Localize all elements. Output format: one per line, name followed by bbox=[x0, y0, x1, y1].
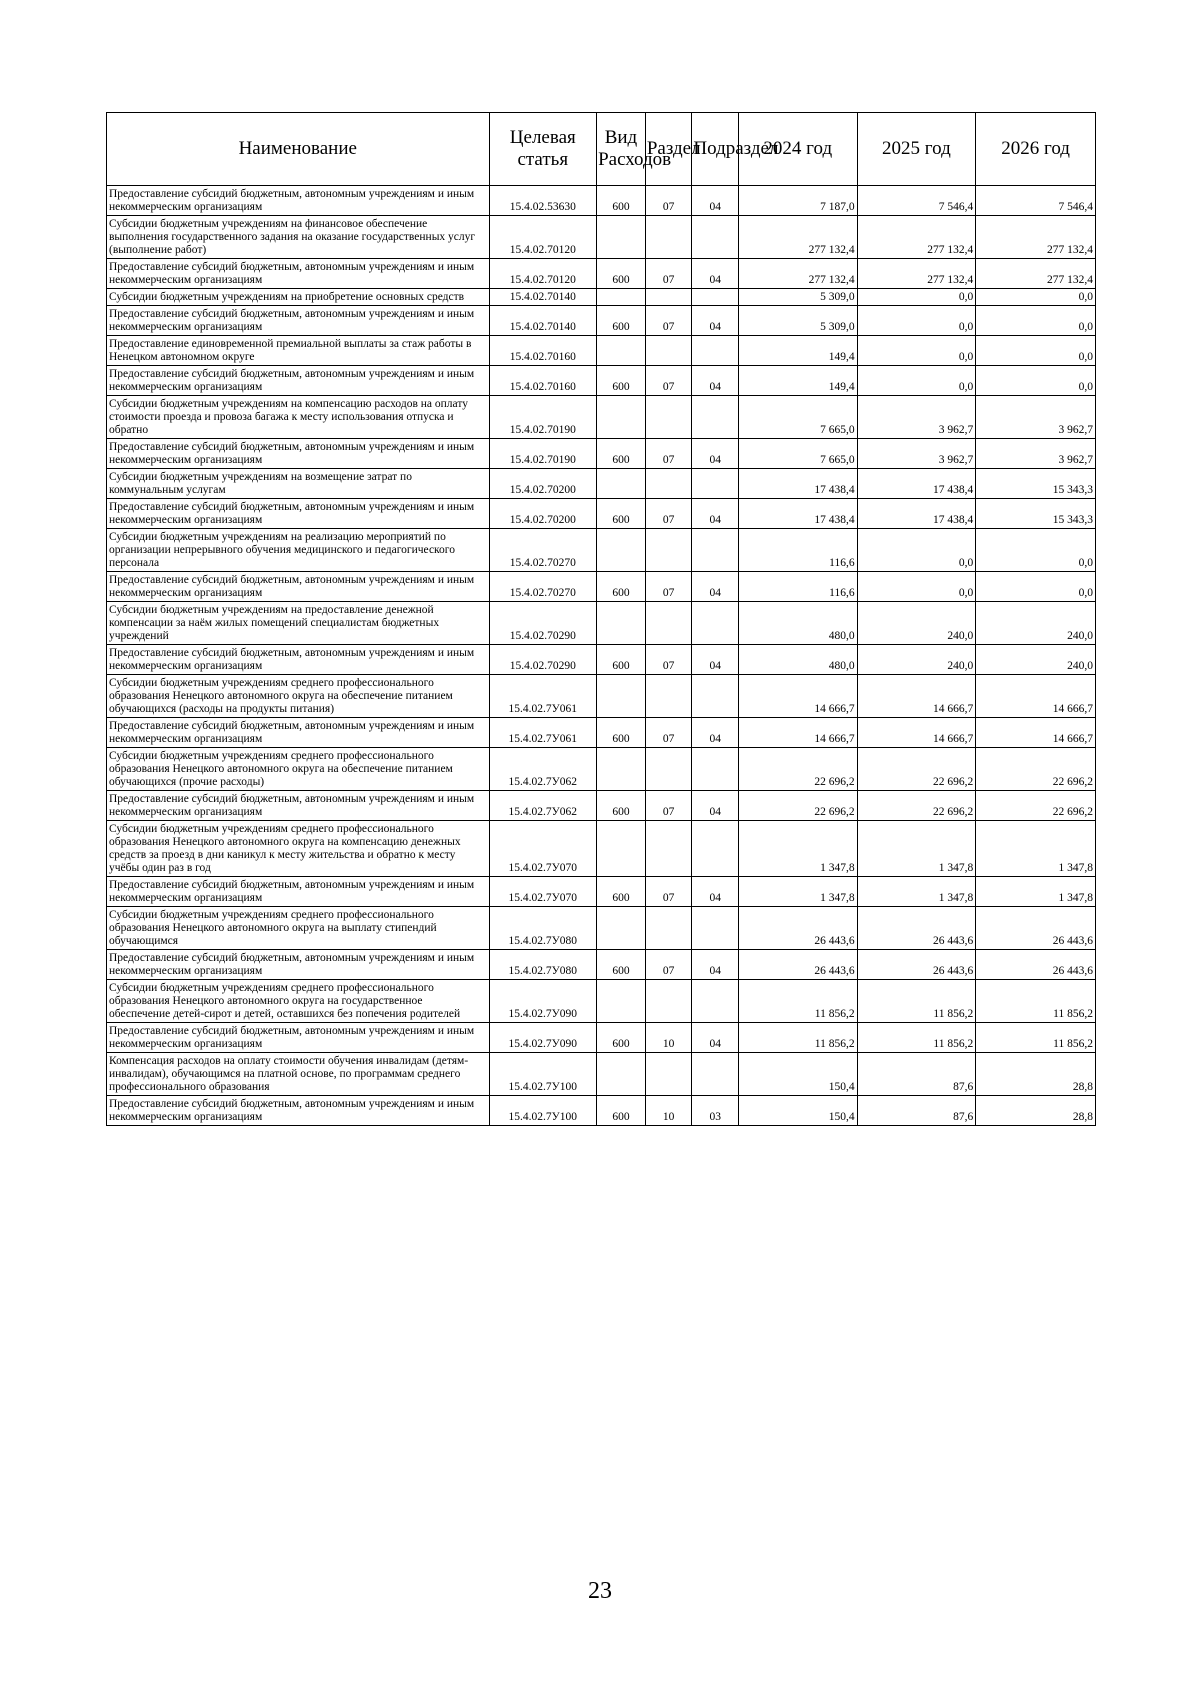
cell-y2025: 87,6 bbox=[857, 1053, 976, 1096]
cell-name: Предоставление субсидий бюджетным, автономным учреждениям и иным некоммерческим организациям bbox=[107, 572, 490, 602]
cell-podr bbox=[692, 289, 739, 306]
cell-y2025: 7 546,4 bbox=[857, 186, 976, 216]
table-row bbox=[107, 791, 1096, 821]
cell-podr: 04 bbox=[692, 877, 739, 907]
cell-name: Субсидии бюджетным учреждениям на реализацию мероприятий по организации непрерывного обучения медицинского и педагогического персонала bbox=[107, 529, 490, 572]
cell-y2026: 277 132,4 bbox=[976, 259, 1096, 289]
cell-name: Предоставление единовременной премиальной выплаты за стаж работы в Ненецком автономном округе bbox=[107, 336, 490, 366]
header-2025: 2025 год bbox=[857, 113, 976, 186]
cell-code: 15.4.02.7У061 bbox=[489, 675, 597, 718]
cell-vid: 600 bbox=[597, 1096, 646, 1126]
cell-y2026: 1 347,8 bbox=[976, 821, 1096, 877]
cell-y2024: 116,6 bbox=[738, 529, 857, 572]
cell-vid bbox=[597, 980, 646, 1023]
cell-code: 15.4.02.70200 bbox=[489, 499, 597, 529]
cell-y2026: 240,0 bbox=[976, 602, 1096, 645]
cell-y2024: 149,4 bbox=[738, 366, 857, 396]
cell-razd: 07 bbox=[645, 718, 692, 748]
cell-vid: 600 bbox=[597, 572, 646, 602]
cell-code: 15.4.02.70270 bbox=[489, 529, 597, 572]
cell-name: Предоставление субсидий бюджетным, автономным учреждениям и иным некоммерческим организациям bbox=[107, 950, 490, 980]
cell-podr: 04 bbox=[692, 1023, 739, 1053]
header-vid: Вид Расходов bbox=[597, 113, 646, 186]
table-row bbox=[107, 336, 1096, 366]
cell-name: Субсидии бюджетным учреждениям на приобретение основных средств bbox=[107, 289, 490, 306]
cell-name: Субсидии бюджетным учреждениям на возмещение затрат по коммунальным услугам bbox=[107, 469, 490, 499]
cell-y2025: 14 666,7 bbox=[857, 718, 976, 748]
cell-razd: 07 bbox=[645, 791, 692, 821]
cell-y2024: 7 665,0 bbox=[738, 396, 857, 439]
cell-vid: 600 bbox=[597, 877, 646, 907]
cell-podr: 04 bbox=[692, 306, 739, 336]
cell-code: 15.4.02.70120 bbox=[489, 216, 597, 259]
cell-razd: 07 bbox=[645, 186, 692, 216]
cell-name: Предоставление субсидий бюджетным, автономным учреждениям и иным некоммерческим организациям bbox=[107, 306, 490, 336]
cell-name: Предоставление субсидий бюджетным, автономным учреждениям и иным некоммерческим организациям bbox=[107, 645, 490, 675]
cell-vid bbox=[597, 469, 646, 499]
cell-code: 15.4.02.7У070 bbox=[489, 877, 597, 907]
table-row bbox=[107, 289, 1096, 306]
cell-y2026: 7 546,4 bbox=[976, 186, 1096, 216]
cell-y2024: 22 696,2 bbox=[738, 791, 857, 821]
cell-y2026: 11 856,2 bbox=[976, 1023, 1096, 1053]
cell-y2024: 22 696,2 bbox=[738, 748, 857, 791]
cell-vid bbox=[597, 336, 646, 366]
cell-y2025: 11 856,2 bbox=[857, 980, 976, 1023]
table-row bbox=[107, 675, 1096, 718]
cell-razd: 07 bbox=[645, 950, 692, 980]
cell-y2026: 28,8 bbox=[976, 1096, 1096, 1126]
cell-code: 15.4.02.7У090 bbox=[489, 1023, 597, 1053]
cell-vid: 600 bbox=[597, 791, 646, 821]
cell-razd bbox=[645, 469, 692, 499]
cell-y2026: 0,0 bbox=[976, 336, 1096, 366]
cell-vid bbox=[597, 529, 646, 572]
cell-razd: 07 bbox=[645, 572, 692, 602]
cell-y2026: 0,0 bbox=[976, 306, 1096, 336]
cell-y2024: 1 347,8 bbox=[738, 821, 857, 877]
cell-name: Предоставление субсидий бюджетным, автономным учреждениям и иным некоммерческим организациям bbox=[107, 439, 490, 469]
cell-vid: 600 bbox=[597, 259, 646, 289]
cell-code: 15.4.02.70200 bbox=[489, 469, 597, 499]
cell-y2025: 3 962,7 bbox=[857, 396, 976, 439]
cell-y2024: 116,6 bbox=[738, 572, 857, 602]
cell-y2024: 11 856,2 bbox=[738, 980, 857, 1023]
table-row bbox=[107, 748, 1096, 791]
cell-code: 15.4.02.53630 bbox=[489, 186, 597, 216]
table-row bbox=[107, 980, 1096, 1023]
cell-vid: 600 bbox=[597, 306, 646, 336]
cell-podr: 04 bbox=[692, 186, 739, 216]
cell-vid: 600 bbox=[597, 186, 646, 216]
cell-podr bbox=[692, 675, 739, 718]
cell-podr bbox=[692, 529, 739, 572]
cell-name: Субсидии бюджетным учреждениям среднего профессионального образования Ненецкого автономного округа на компенсацию денежных средств за проезд в дни каникул к месту жительства и обратно к месту учёбы один раз в год bbox=[107, 821, 490, 877]
cell-podr bbox=[692, 821, 739, 877]
table-row bbox=[107, 907, 1096, 950]
cell-code: 15.4.02.7У062 bbox=[489, 748, 597, 791]
cell-code: 15.4.02.7У080 bbox=[489, 907, 597, 950]
cell-podr: 04 bbox=[692, 572, 739, 602]
table-row bbox=[107, 1096, 1096, 1126]
cell-name: Субсидии бюджетным учреждениям среднего профессионального образования Ненецкого автономного округа на государственное обеспечение детей-сирот и детей, оставшихся без попечения родителей bbox=[107, 980, 490, 1023]
cell-podr: 04 bbox=[692, 259, 739, 289]
cell-y2024: 26 443,6 bbox=[738, 950, 857, 980]
cell-name: Субсидии бюджетным учреждениям среднего профессионального образования Ненецкого автономного округа на обеспечение питанием обучающихся (расходы на продукты питания) bbox=[107, 675, 490, 718]
cell-y2024: 11 856,2 bbox=[738, 1023, 857, 1053]
header-podr: Подраздел bbox=[692, 113, 739, 186]
cell-vid: 600 bbox=[597, 366, 646, 396]
cell-name: Предоставление субсидий бюджетным, автономным учреждениям и иным некоммерческим организациям bbox=[107, 259, 490, 289]
header-2026: 2026 год bbox=[976, 113, 1096, 186]
cell-razd bbox=[645, 907, 692, 950]
cell-code: 15.4.02.7У061 bbox=[489, 718, 597, 748]
cell-y2024: 150,4 bbox=[738, 1096, 857, 1126]
cell-y2024: 5 309,0 bbox=[738, 289, 857, 306]
cell-podr bbox=[692, 907, 739, 950]
cell-y2026: 14 666,7 bbox=[976, 675, 1096, 718]
table-row bbox=[107, 1053, 1096, 1096]
cell-name: Компенсация расходов на оплату стоимости обучения инвалидам (детям-инвалидам), обучающимся на платной основе, по программам среднего профессионального образования bbox=[107, 1053, 490, 1096]
table-row bbox=[107, 821, 1096, 877]
cell-y2026: 15 343,3 bbox=[976, 469, 1096, 499]
cell-y2025: 3 962,7 bbox=[857, 439, 976, 469]
cell-y2026: 22 696,2 bbox=[976, 791, 1096, 821]
cell-y2025: 17 438,4 bbox=[857, 499, 976, 529]
cell-y2026: 3 962,7 bbox=[976, 439, 1096, 469]
cell-y2026: 22 696,2 bbox=[976, 748, 1096, 791]
cell-y2025: 14 666,7 bbox=[857, 675, 976, 718]
cell-podr: 04 bbox=[692, 366, 739, 396]
cell-code: 15.4.02.70160 bbox=[489, 366, 597, 396]
table-header bbox=[107, 113, 1096, 186]
cell-razd bbox=[645, 529, 692, 572]
cell-y2025: 277 132,4 bbox=[857, 216, 976, 259]
header-razd: Раздел bbox=[645, 113, 692, 186]
cell-razd bbox=[645, 396, 692, 439]
cell-y2026: 0,0 bbox=[976, 529, 1096, 572]
cell-y2026: 0,0 bbox=[976, 289, 1096, 306]
cell-y2025: 26 443,6 bbox=[857, 907, 976, 950]
cell-razd: 07 bbox=[645, 645, 692, 675]
table-row bbox=[107, 216, 1096, 259]
cell-razd: 07 bbox=[645, 306, 692, 336]
cell-name: Субсидии бюджетным учреждениям среднего профессионального образования Ненецкого автономного округа на выплату стипендий обучающимся bbox=[107, 907, 490, 950]
cell-podr: 04 bbox=[692, 791, 739, 821]
cell-vid: 600 bbox=[597, 645, 646, 675]
cell-y2024: 480,0 bbox=[738, 645, 857, 675]
cell-code: 15.4.02.70190 bbox=[489, 439, 597, 469]
cell-razd: 07 bbox=[645, 877, 692, 907]
cell-y2024: 149,4 bbox=[738, 336, 857, 366]
cell-y2024: 17 438,4 bbox=[738, 499, 857, 529]
cell-y2026: 11 856,2 bbox=[976, 980, 1096, 1023]
cell-code: 15.4.02.70270 bbox=[489, 572, 597, 602]
cell-razd bbox=[645, 602, 692, 645]
cell-podr: 04 bbox=[692, 645, 739, 675]
cell-vid bbox=[597, 821, 646, 877]
cell-vid bbox=[597, 216, 646, 259]
cell-vid: 600 bbox=[597, 499, 646, 529]
cell-y2024: 26 443,6 bbox=[738, 907, 857, 950]
cell-y2025: 1 347,8 bbox=[857, 821, 976, 877]
cell-y2024: 480,0 bbox=[738, 602, 857, 645]
cell-vid bbox=[597, 748, 646, 791]
cell-y2025: 26 443,6 bbox=[857, 950, 976, 980]
cell-code: 15.4.02.7У100 bbox=[489, 1053, 597, 1096]
cell-podr bbox=[692, 602, 739, 645]
cell-code: 15.4.02.70140 bbox=[489, 289, 597, 306]
cell-y2025: 22 696,2 bbox=[857, 791, 976, 821]
cell-code: 15.4.02.70120 bbox=[489, 259, 597, 289]
cell-y2025: 0,0 bbox=[857, 336, 976, 366]
cell-name: Предоставление субсидий бюджетным, автономным учреждениям и иным некоммерческим организациям bbox=[107, 1096, 490, 1126]
cell-podr bbox=[692, 748, 739, 791]
cell-name: Предоставление субсидий бюджетным, автономным учреждениям и иным некоммерческим организациям bbox=[107, 186, 490, 216]
cell-code: 15.4.02.7У090 bbox=[489, 980, 597, 1023]
cell-razd bbox=[645, 216, 692, 259]
cell-podr: 04 bbox=[692, 718, 739, 748]
cell-name: Предоставление субсидий бюджетным, автономным учреждениям и иным некоммерческим организациям bbox=[107, 499, 490, 529]
table-row bbox=[107, 950, 1096, 980]
header-code: Целевая статья bbox=[489, 113, 597, 186]
cell-razd bbox=[645, 289, 692, 306]
cell-y2024: 14 666,7 bbox=[738, 718, 857, 748]
cell-name: Предоставление субсидий бюджетным, автономным учреждениям и иным некоммерческим организациям bbox=[107, 791, 490, 821]
cell-code: 15.4.02.70160 bbox=[489, 336, 597, 366]
cell-code: 15.4.02.7У070 bbox=[489, 821, 597, 877]
cell-vid: 600 bbox=[597, 1023, 646, 1053]
cell-y2024: 7 187,0 bbox=[738, 186, 857, 216]
table-row bbox=[107, 529, 1096, 572]
header-name: Наименование bbox=[107, 113, 490, 186]
cell-y2024: 5 309,0 bbox=[738, 306, 857, 336]
cell-podr bbox=[692, 216, 739, 259]
table-row bbox=[107, 499, 1096, 529]
cell-razd bbox=[645, 748, 692, 791]
cell-vid bbox=[597, 1053, 646, 1096]
cell-y2025: 0,0 bbox=[857, 529, 976, 572]
table-row bbox=[107, 469, 1096, 499]
cell-podr bbox=[692, 469, 739, 499]
table-row bbox=[107, 718, 1096, 748]
cell-vid bbox=[597, 675, 646, 718]
cell-code: 15.4.02.70140 bbox=[489, 306, 597, 336]
cell-y2025: 0,0 bbox=[857, 366, 976, 396]
table-row bbox=[107, 645, 1096, 675]
budget-table bbox=[106, 112, 1096, 1126]
cell-y2025: 11 856,2 bbox=[857, 1023, 976, 1053]
cell-razd bbox=[645, 675, 692, 718]
cell-code: 15.4.02.7У062 bbox=[489, 791, 597, 821]
cell-podr bbox=[692, 1053, 739, 1096]
cell-y2025: 87,6 bbox=[857, 1096, 976, 1126]
cell-y2024: 150,4 bbox=[738, 1053, 857, 1096]
cell-y2024: 7 665,0 bbox=[738, 439, 857, 469]
cell-y2026: 277 132,4 bbox=[976, 216, 1096, 259]
cell-y2026: 26 443,6 bbox=[976, 950, 1096, 980]
table-row bbox=[107, 602, 1096, 645]
table-row bbox=[107, 572, 1096, 602]
cell-y2026: 15 343,3 bbox=[976, 499, 1096, 529]
table-row bbox=[107, 1023, 1096, 1053]
cell-y2024: 17 438,4 bbox=[738, 469, 857, 499]
page-number: 23 bbox=[588, 1578, 612, 1604]
table-row bbox=[107, 396, 1096, 439]
cell-podr bbox=[692, 396, 739, 439]
table-row bbox=[107, 366, 1096, 396]
cell-vid: 600 bbox=[597, 439, 646, 469]
cell-razd: 10 bbox=[645, 1023, 692, 1053]
cell-name: Субсидии бюджетным учреждениям на финансовое обеспечение выполнения государственного задания на оказание государственных услуг (выполнение работ) bbox=[107, 216, 490, 259]
cell-name: Предоставление субсидий бюджетным, автономным учреждениям и иным некоммерческим организациям bbox=[107, 877, 490, 907]
cell-y2026: 0,0 bbox=[976, 366, 1096, 396]
cell-y2025: 240,0 bbox=[857, 645, 976, 675]
cell-podr bbox=[692, 980, 739, 1023]
cell-y2026: 3 962,7 bbox=[976, 396, 1096, 439]
cell-name: Предоставление субсидий бюджетным, автономным учреждениям и иным некоммерческим организациям bbox=[107, 718, 490, 748]
cell-y2025: 0,0 bbox=[857, 289, 976, 306]
cell-y2024: 1 347,8 bbox=[738, 877, 857, 907]
cell-razd: 07 bbox=[645, 499, 692, 529]
cell-podr: 04 bbox=[692, 439, 739, 469]
cell-razd: 07 bbox=[645, 259, 692, 289]
cell-y2026: 14 666,7 bbox=[976, 718, 1096, 748]
table-row bbox=[107, 877, 1096, 907]
cell-y2026: 28,8 bbox=[976, 1053, 1096, 1096]
cell-razd bbox=[645, 980, 692, 1023]
cell-name: Предоставление субсидий бюджетным, автономным учреждениям и иным некоммерческим организациям bbox=[107, 1023, 490, 1053]
cell-razd bbox=[645, 1053, 692, 1096]
cell-code: 15.4.02.70290 bbox=[489, 645, 597, 675]
cell-code: 15.4.02.70190 bbox=[489, 396, 597, 439]
cell-y2025: 17 438,4 bbox=[857, 469, 976, 499]
table-body bbox=[107, 186, 1096, 1126]
cell-podr bbox=[692, 336, 739, 366]
cell-vid bbox=[597, 396, 646, 439]
table-row bbox=[107, 186, 1096, 216]
table-row bbox=[107, 439, 1096, 469]
cell-name: Предоставление субсидий бюджетным, автономным учреждениям и иным некоммерческим организациям bbox=[107, 366, 490, 396]
cell-vid bbox=[597, 602, 646, 645]
cell-vid: 600 bbox=[597, 950, 646, 980]
cell-y2026: 26 443,6 bbox=[976, 907, 1096, 950]
table-row bbox=[107, 306, 1096, 336]
cell-code: 15.4.02.7У100 bbox=[489, 1096, 597, 1126]
header-2024: 2024 год bbox=[738, 113, 857, 186]
cell-y2025: 22 696,2 bbox=[857, 748, 976, 791]
cell-y2026: 0,0 bbox=[976, 572, 1096, 602]
cell-vid bbox=[597, 289, 646, 306]
cell-podr: 03 bbox=[692, 1096, 739, 1126]
cell-podr: 04 bbox=[692, 499, 739, 529]
cell-razd: 07 bbox=[645, 366, 692, 396]
cell-y2026: 240,0 bbox=[976, 645, 1096, 675]
cell-razd bbox=[645, 821, 692, 877]
cell-y2025: 0,0 bbox=[857, 306, 976, 336]
cell-code: 15.4.02.70290 bbox=[489, 602, 597, 645]
cell-name: Субсидии бюджетным учреждениям на предоставление денежной компенсации за наём жилых помещений специалистам бюджетных учреждений bbox=[107, 602, 490, 645]
cell-name: Субсидии бюджетным учреждениям на компенсацию расходов на оплату стоимости проезда и провоза багажа к месту использования отпуска и обратно bbox=[107, 396, 490, 439]
table-row bbox=[107, 259, 1096, 289]
cell-y2025: 277 132,4 bbox=[857, 259, 976, 289]
cell-razd: 07 bbox=[645, 439, 692, 469]
cell-vid: 600 bbox=[597, 718, 646, 748]
cell-y2026: 1 347,8 bbox=[976, 877, 1096, 907]
cell-code: 15.4.02.7У080 bbox=[489, 950, 597, 980]
cell-y2025: 0,0 bbox=[857, 572, 976, 602]
cell-razd bbox=[645, 336, 692, 366]
cell-name: Субсидии бюджетным учреждениям среднего профессионального образования Ненецкого автономного округа на обеспечение питанием обучающихся (прочие расходы) bbox=[107, 748, 490, 791]
cell-y2024: 14 666,7 bbox=[738, 675, 857, 718]
cell-vid bbox=[597, 907, 646, 950]
cell-y2025: 240,0 bbox=[857, 602, 976, 645]
cell-razd: 10 bbox=[645, 1096, 692, 1126]
cell-y2024: 277 132,4 bbox=[738, 259, 857, 289]
cell-y2025: 1 347,8 bbox=[857, 877, 976, 907]
cell-y2024: 277 132,4 bbox=[738, 216, 857, 259]
cell-podr: 04 bbox=[692, 950, 739, 980]
